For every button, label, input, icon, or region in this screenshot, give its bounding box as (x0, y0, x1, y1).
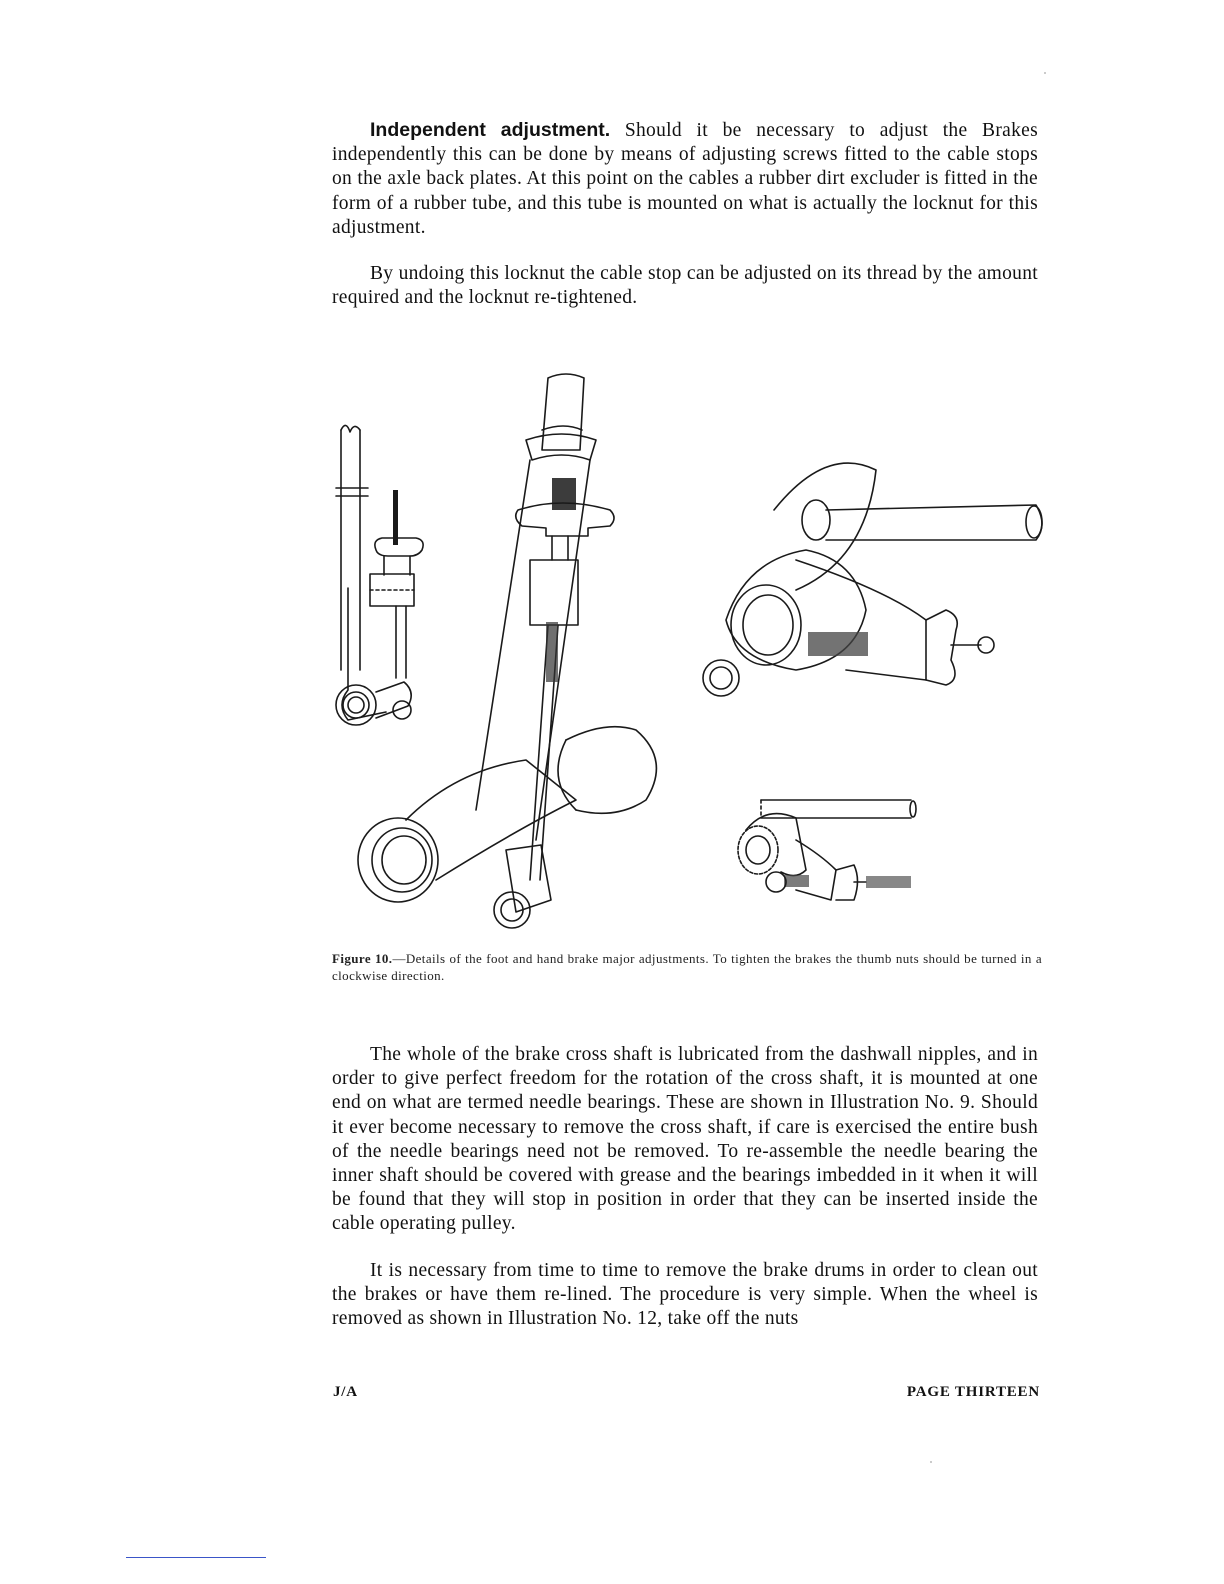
adjuster-detail-assembly (738, 800, 916, 900)
lead-in-heading: Independent adjustment. (370, 119, 611, 141)
paragraph-independent-adjustment (332, 118, 1038, 240)
main-lever-assembly (358, 374, 656, 928)
small-lever-assembly (336, 425, 423, 725)
figure-brake-adjustments (326, 360, 1046, 940)
hand-brake-assembly (703, 463, 1042, 696)
paragraph-cross-shaft: The whole of the brake cross shaft is lubricated from the dashwall nipples, and in order to give perfect freedom for the rotation of the cross shaft, it is mounted at one end on what are termed needle bearings. These are shown in Illustration No. 9. Should it ever become necessary to remove the cross shaft, if care is exercised the entire bush of the needle bearings need not be removed. To re-assemble the needle bearing the inner shaft should be covered with grease and the bearings imbedded in it when it will be found that they will stop in position in order that they can be inserted inside the cable operating pulley. (332, 1044, 1038, 1235)
paragraph-brake-drums: It is necessary from time to time to remove the brake drums in order to clean out the brakes or have them re-lined. The procedure is very simple. When the wheel is removed as shown in Illustration No. 12, take off the nuts (332, 1259, 1038, 1330)
figure-caption-text: —Details of the foot and hand brake major adjustments. To tighten the brakes the thumb nuts should be turned in a clockwise direction. (332, 951, 1042, 983)
footer-page-number: PAGE THIRTEEN (906, 1384, 1040, 1400)
paragraph-locknut: By undoing this locknut the cable stop can be adjusted on its thread by the amount required and the locknut re-tightened. (332, 263, 1038, 309)
brake-adjustment-illustration (326, 360, 1046, 940)
scan-speck (1044, 72, 1046, 74)
stray-rule-line (126, 1557, 266, 1558)
figure-label: Figure 10. (332, 951, 393, 966)
section-cross-shaft (332, 1043, 1038, 1331)
section-independent-adjustment (332, 118, 1038, 310)
footer-edition-mark: J/A (333, 1384, 358, 1400)
paragraph-body: Should it be necessary to adjust the Brakes independently this can be done by means of adjusting screws fitted to the cable stops on the axle back plates. At this point on the cables a rubber dirt excluder is fitted in the form of a rubber tube, and this tube is mounted on what is actually the locknut for this adjustment. (332, 120, 1039, 238)
scan-speck (930, 1461, 932, 1463)
figure-caption (332, 950, 1042, 984)
